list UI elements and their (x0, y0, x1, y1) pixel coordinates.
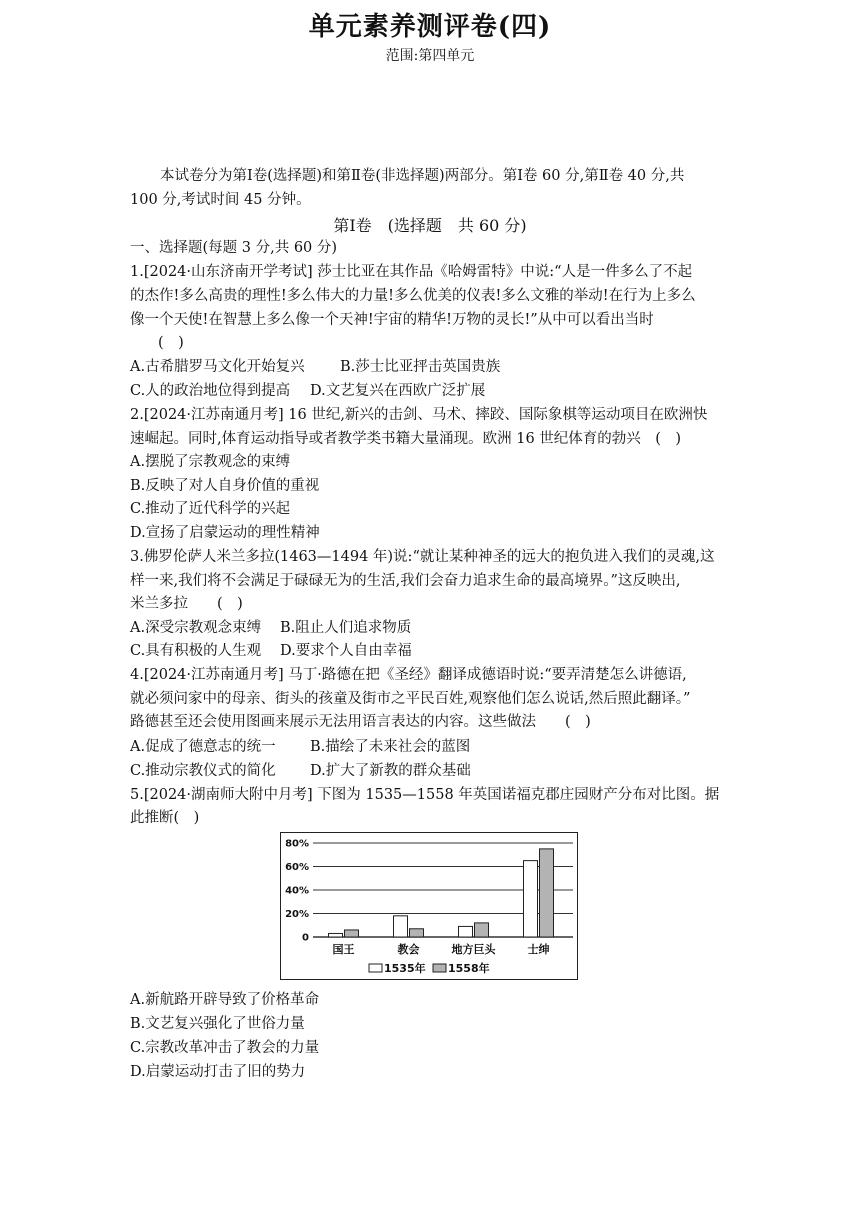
q5-line-2: 此推断( ) (130, 810, 200, 826)
q2-option-c[interactable]: C.推动了近代科学的兴起 (130, 501, 291, 517)
q1-line-1: 1.[2024·山东济南开学考试] 莎士比亚在其作品《哈姆雷特》中说:“人是一件多么了不起 (130, 264, 693, 280)
q3-option-d[interactable]: D.要求个人自由幸福 (280, 643, 412, 659)
q3-option-a[interactable]: A.深受宗教观念束缚 (130, 620, 262, 636)
q2-line-1: 2.[2024·江苏南通月考] 16 世纪,新兴的击剑、马术、摔跤、国际象棋等运动项目在欧洲快 (130, 407, 708, 423)
q4-option-d[interactable]: D.扩大了新教的群众基础 (310, 763, 471, 779)
q1-option-a[interactable]: A.古希腊罗马文化开始复兴 (130, 359, 305, 375)
legend-swatch (433, 964, 446, 972)
intro-line-1: 本试卷分为第Ⅰ卷(选择题)和第Ⅱ卷(非选择题)两部分。第Ⅰ卷 60 分,第Ⅱ卷 40 分,共 (160, 168, 685, 184)
y-tick-label: 80% (285, 838, 309, 850)
bar (459, 926, 473, 937)
section-title: 第Ⅰ卷 (选择题 共 60 分) (333, 216, 527, 235)
q1-line-3: 像一个天使!在智慧上多么像一个天神!宇宙的精华!万物的灵长!”从中可以看出当时 (130, 312, 654, 328)
x-category-label: 国王 (332, 943, 355, 956)
bar (394, 916, 408, 937)
bar (410, 929, 424, 937)
q3-line-1: 3.佛罗伦萨人米兰多拉(1463—1494 年)说:“就让某种神圣的远大的抱负进入我们的灵魂,这 (130, 549, 715, 565)
y-tick-label: 20% (285, 909, 309, 920)
bar (345, 930, 359, 937)
chart-canvas (281, 833, 576, 978)
bar (540, 849, 554, 937)
q5-line-1: 5.[2024·湖南师大附中月考] 下图为 1535—1558 年英国诺福克郡庄园财产分布对比图。据 (130, 787, 720, 803)
bar (475, 923, 489, 937)
q5-option-b[interactable]: B.文艺复兴强化了世俗力量 (130, 1016, 305, 1032)
q4-line-1: 4.[2024·江苏南通月考] 马丁·路德在把《圣经》翻译成德语时说:“要弄清楚怎么讲德语, (130, 667, 687, 683)
q4-line-2: 就必须问家中的母亲、街头的孩童及街市之平民百姓,观察他们怎么说话,然后照此翻译。” (130, 691, 691, 707)
q1-option-c[interactable]: C.人的政治地位得到提高 (130, 383, 291, 399)
q1-line-2: 的杰作!多么高贵的理性!多么伟大的力量!多么优美的仪表!多么文雅的举动!在行为上多么 (130, 288, 696, 304)
x-category-label: 地方巨头 (451, 943, 496, 956)
y-tick-label: 40% (285, 885, 309, 897)
intro-line-2: 100 分,考试时间 45 分钟。 (130, 192, 311, 208)
q1-option-b[interactable]: B.莎士比亚抨击英国贵族 (340, 359, 501, 375)
q1-option-d[interactable]: D.文艺复兴在西欧广泛扩展 (310, 383, 486, 399)
q5-option-d[interactable]: D.启蒙运动打击了旧的势力 (130, 1064, 306, 1080)
exam-scope: 范围:第四单元 (385, 48, 475, 64)
q1-answer-bracket: ( ) (158, 335, 184, 351)
legend-label: 1535年 (384, 962, 426, 975)
property-distribution-chart (280, 832, 578, 980)
bar (329, 933, 343, 937)
q2-line-2: 速崛起。同时,体育运动指导或者教学类书籍大量涌现。欧洲 16 世纪体育的勃兴 ( ) (130, 431, 682, 447)
exam-title: 单元素养测评卷(四) (308, 12, 552, 42)
legend-swatch (369, 964, 382, 972)
q5-option-a[interactable]: A.新航路开辟导致了价格革命 (130, 992, 320, 1008)
q4-option-c[interactable]: C.推动宗教仪式的简化 (130, 763, 276, 779)
part-title: 一、选择题(每题 3 分,共 60 分) (130, 240, 338, 256)
q3-option-c[interactable]: C.具有积极的人生观 (130, 643, 262, 659)
q2-option-b[interactable]: B.反映了对人自身价值的重视 (130, 478, 320, 494)
q4-option-b[interactable]: B.描绘了未来社会的蓝图 (310, 739, 471, 755)
x-category-label: 士绅 (527, 943, 550, 956)
q4-option-a[interactable]: A.促成了德意志的统一 (130, 739, 276, 755)
bar (524, 861, 538, 937)
q2-option-a[interactable]: A.摆脱了宗教观念的束缚 (130, 454, 291, 470)
q3-line-2: 样一来,我们将不会满足于碌碌无为的生活,我们会奋力追求生命的最高境界。”这反映出, (130, 573, 681, 589)
y-tick-label: 0 (302, 932, 309, 944)
q5-option-c[interactable]: C.宗教改革冲击了教会的力量 (130, 1040, 320, 1056)
q3-line-3: 米兰多拉 ( ) (130, 596, 243, 612)
y-tick-label: 60% (285, 862, 309, 873)
x-category-label: 教会 (397, 943, 420, 956)
legend-label: 1558年 (448, 962, 490, 975)
q2-option-d[interactable]: D.宣扬了启蒙运动的理性精神 (130, 525, 320, 541)
q3-option-b[interactable]: B.阻止人们追求物质 (280, 620, 412, 636)
q4-line-3: 路德甚至还会使用图画来展示无法用语言表达的内容。这些做法 ( ) (130, 714, 591, 730)
